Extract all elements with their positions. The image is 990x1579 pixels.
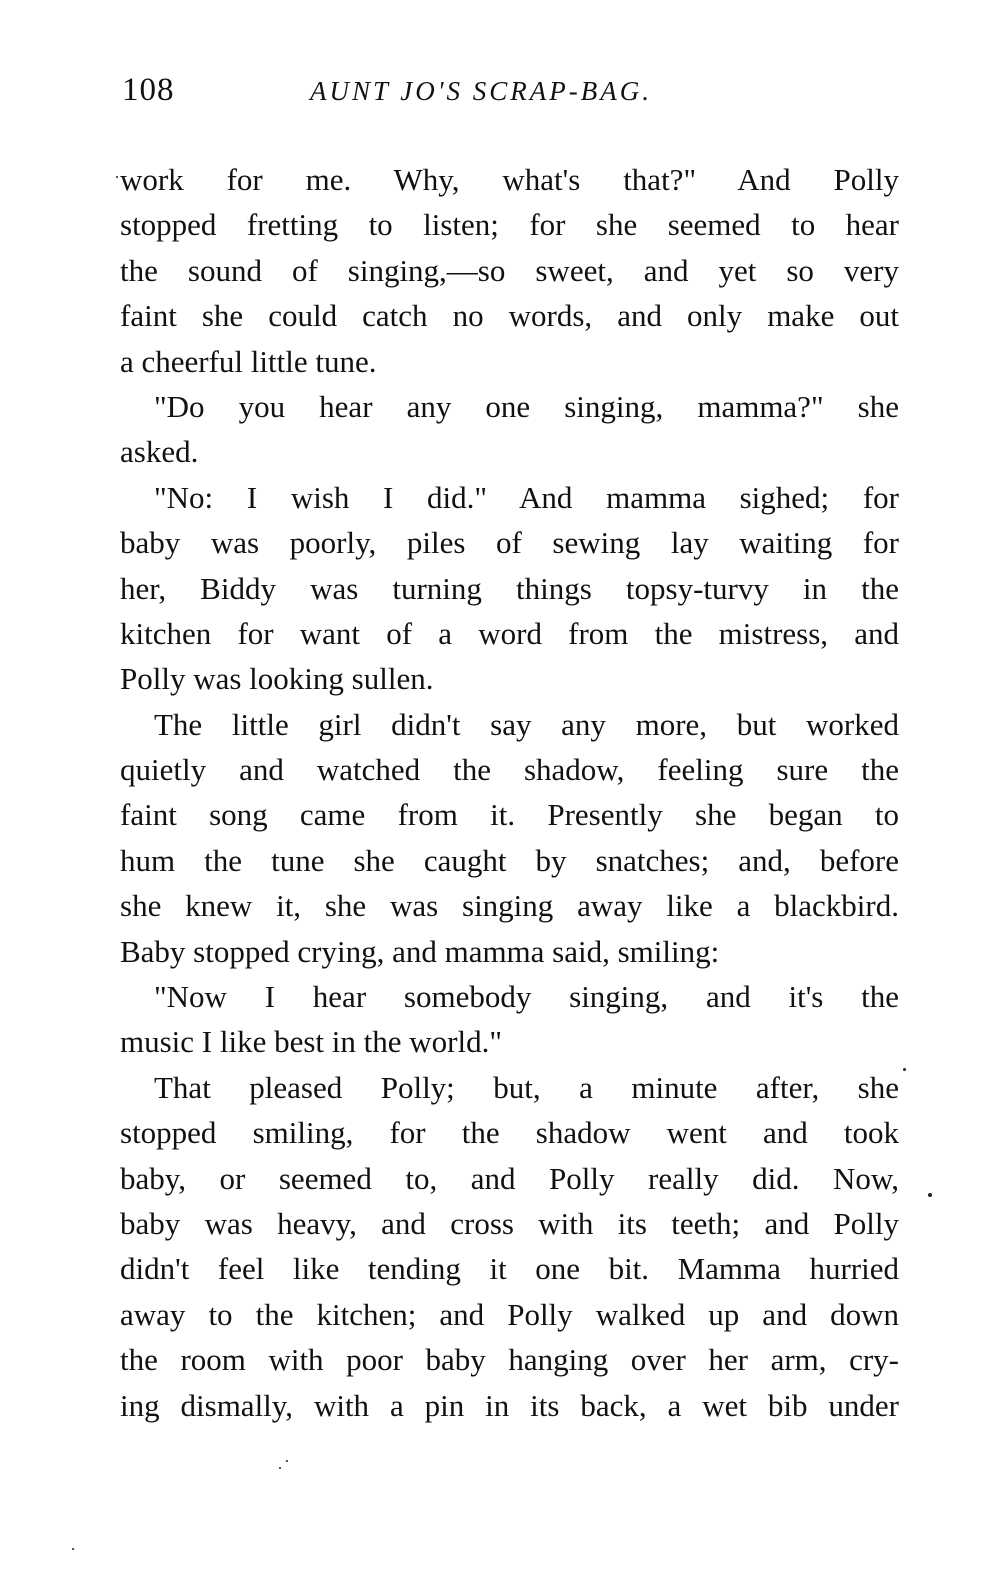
text-line: stopped smiling, for the shadow went and took bbox=[120, 1115, 899, 1151]
text-line: "Now I hear somebody singing, and it's the bbox=[154, 979, 899, 1015]
text-line: her, Biddy was turning things topsy-turvy in the bbox=[120, 570, 899, 606]
text-line: the room with poor baby hanging over her arm, cry- bbox=[120, 1342, 899, 1378]
text-line: baby was poorly, piles of sewing lay waiting for bbox=[120, 525, 899, 561]
text-line: baby, or seemed to, and Polly really did. Now, bbox=[120, 1160, 899, 1196]
scan-speck bbox=[72, 1548, 74, 1550]
text-line: Polly was looking sullen. bbox=[120, 661, 434, 697]
text-line: asked. bbox=[120, 434, 199, 470]
running-title: AUNT JO'S SCRAP-BAG. bbox=[310, 76, 652, 106]
text-line: kitchen for want of a word from the mistress, and bbox=[120, 615, 899, 651]
text-line: away to the kitchen; and Polly walked up and down bbox=[120, 1296, 899, 1332]
text-line: Baby stopped crying, and mamma said, smiling: bbox=[120, 933, 720, 969]
text-line: work for me. Why, what's that?" And Polly bbox=[120, 162, 899, 197]
text-line: didn't feel like tending it one bit. Mamma hurried bbox=[120, 1251, 899, 1287]
text-line: ing dismally, with a pin in its back, a wet bib under bbox=[120, 1387, 899, 1423]
body-text bbox=[120, 157, 899, 1428]
scan-speck bbox=[928, 1193, 932, 1197]
text-line: the sound of singing,—so sweet, and yet so very bbox=[120, 252, 899, 288]
text-line: music I like best in the world." bbox=[120, 1024, 503, 1060]
text-line: hum the tune she caught by snatches; and, before bbox=[120, 842, 899, 878]
scan-speck bbox=[903, 1068, 906, 1071]
text-line: "No: I wish I did." And mamma sighed; for bbox=[154, 479, 899, 515]
scan-speck bbox=[286, 1460, 288, 1462]
text-line: The little girl didn't say any more, but worked bbox=[154, 706, 899, 742]
text-line: That pleased Polly; but, a minute after, she bbox=[154, 1069, 899, 1105]
text-line: "Do you hear any one singing, mamma?" she bbox=[154, 388, 899, 424]
scan-speck bbox=[279, 1467, 281, 1469]
text-line: stopped fretting to listen; for she seemed to hear bbox=[120, 207, 899, 243]
scan-speck bbox=[116, 176, 118, 178]
text-line: faint song came from it. Presently she began to bbox=[120, 797, 899, 833]
text-line: quietly and watched the shadow, feeling sure the bbox=[120, 752, 899, 788]
text-line: faint she could catch no words, and only make out bbox=[120, 298, 899, 334]
text-line: baby was heavy, and cross with its teeth; and Polly bbox=[120, 1205, 899, 1241]
text-line: a cheerful little tune. bbox=[120, 343, 377, 379]
text-line: she knew it, she was singing away like a blackbird. bbox=[120, 888, 899, 924]
page-number: 108 bbox=[122, 72, 175, 108]
page-header bbox=[120, 72, 910, 122]
